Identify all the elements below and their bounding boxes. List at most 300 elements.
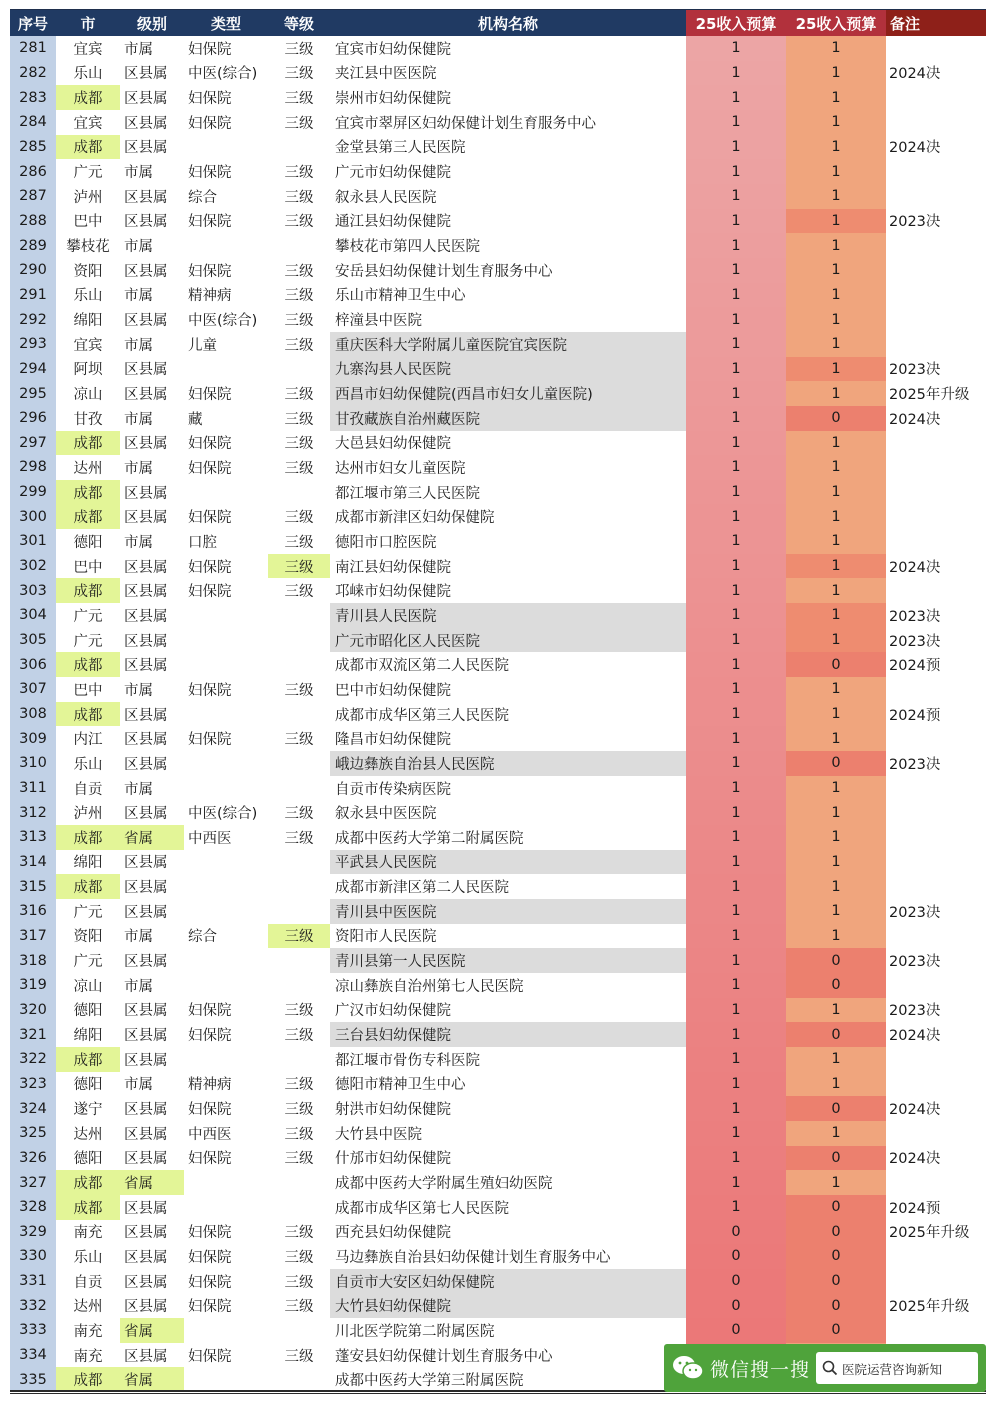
income-budget-2-cell: 1 [786, 381, 886, 406]
row-index: 316 [10, 899, 56, 924]
header-row [10, 10, 986, 36]
table-row [10, 800, 986, 825]
city-cell: 宜宾 [73, 41, 103, 58]
row-index: 323 [10, 1072, 56, 1097]
institution-name-cell: 都江堰市第三人民医院 [335, 485, 480, 502]
row-index: 303 [10, 578, 56, 603]
income-budget-1-cell: 1 [686, 603, 786, 628]
note-cell [886, 874, 986, 899]
type-cell: 中医(综合) [188, 806, 258, 823]
income-budget-1-cell: 1 [686, 504, 786, 529]
row-index: 292 [10, 307, 56, 332]
grade-cell: 三级 [284, 1077, 314, 1094]
note-cell: 2024决 [889, 140, 941, 157]
city-cell: 绵阳 [73, 1028, 103, 1045]
city-cell: 广元 [73, 165, 103, 182]
table-row [10, 874, 986, 899]
row-index: 287 [10, 184, 56, 209]
income-budget-2-cell: 1 [786, 603, 886, 628]
row-index: 330 [10, 1244, 56, 1269]
institution-name-cell: 甘孜藏族自治州藏医院 [330, 406, 686, 431]
row-index: 327 [10, 1170, 56, 1195]
row-index: 311 [10, 776, 56, 801]
city-cell: 德阳 [73, 1077, 103, 1094]
grade-cell: 三级 [284, 682, 314, 699]
institution-name-cell: 青川县中医医院 [330, 899, 686, 924]
city-cell: 成都 [56, 135, 120, 160]
city-cell: 成都 [56, 1195, 120, 1220]
type-cell: 妇保院 [188, 387, 232, 404]
type-cell [184, 899, 268, 924]
institution-name-cell: 叙永县中医医院 [335, 806, 437, 823]
level-cell: 省属 [120, 1367, 184, 1392]
row-index: 328 [10, 1195, 56, 1220]
table-row [10, 85, 986, 110]
institution-name-cell: 都江堰市骨伤专科医院 [335, 1052, 480, 1069]
type-cell: 妇保院 [188, 584, 232, 601]
table-row [10, 677, 986, 702]
city-cell: 自贡 [73, 781, 103, 798]
table-row [10, 554, 986, 579]
row-index: 298 [10, 455, 56, 480]
table-row [10, 36, 986, 61]
income-budget-2-cell: 1 [786, 258, 886, 283]
institution-name-cell: 崇州市妇幼保健院 [335, 91, 451, 108]
level-cell: 区县属 [124, 732, 168, 749]
level-cell: 区县属 [124, 485, 168, 502]
note-cell [886, 258, 986, 283]
income-budget-2-cell: 1 [786, 480, 886, 505]
level-cell: 区县属 [124, 66, 168, 83]
note-cell [886, 85, 986, 110]
table-row [10, 258, 986, 283]
row-index: 320 [10, 998, 56, 1023]
grade-cell [268, 899, 330, 924]
income-budget-2-cell: 1 [786, 283, 886, 308]
table-row [10, 1269, 986, 1294]
grade-cell [268, 776, 330, 801]
level-cell: 区县属 [124, 1126, 168, 1143]
hospital-budget-sheet [10, 10, 986, 1392]
income-budget-1-cell: 1 [686, 628, 786, 653]
city-cell: 达州 [73, 460, 103, 477]
city-cell: 巴中 [73, 214, 103, 231]
level-cell: 区县属 [124, 1225, 168, 1242]
institution-name-cell: 重庆医科大学附属儿童医院宜宾医院 [330, 332, 686, 357]
income-budget-2-cell: 1 [786, 1047, 886, 1072]
income-budget-2-cell: 1 [786, 529, 886, 554]
grade-cell: 三级 [284, 313, 314, 330]
institution-name-cell: 广元市昭化区人民医院 [330, 628, 686, 653]
income-budget-2-cell: 1 [786, 233, 886, 258]
institution-name-cell: 九寨沟县人民医院 [330, 357, 686, 382]
city-cell: 成都 [56, 874, 120, 899]
note-cell: 2023决 [889, 1003, 941, 1020]
note-cell [886, 1269, 986, 1294]
city-cell: 成都 [56, 85, 120, 110]
type-cell: 妇保院 [188, 1028, 232, 1045]
type-cell [184, 603, 268, 628]
institution-name-cell: 通江县妇幼保健院 [335, 214, 451, 231]
income-budget-2-cell: 0 [786, 751, 886, 776]
grade-cell: 三级 [284, 66, 314, 83]
header-income-2: 25收入预算 [786, 10, 886, 36]
level-cell: 区县属 [124, 707, 168, 724]
row-index: 313 [10, 825, 56, 850]
income-budget-1-cell: 1 [686, 652, 786, 677]
type-cell [184, 702, 268, 727]
grade-cell: 三级 [284, 337, 314, 354]
table-row [10, 1220, 986, 1245]
income-budget-2-cell: 0 [786, 973, 886, 998]
income-budget-1-cell: 1 [686, 1121, 786, 1146]
table-row [10, 1146, 986, 1171]
level-cell: 区县属 [124, 1003, 168, 1020]
city-cell: 自贡 [73, 1274, 103, 1291]
type-cell: 妇保院 [188, 510, 232, 527]
city-cell: 成都 [56, 504, 120, 529]
type-cell: 妇保院 [188, 1225, 232, 1242]
row-index: 308 [10, 702, 56, 727]
row-index: 335 [10, 1367, 56, 1392]
row-index: 293 [10, 332, 56, 357]
income-budget-2-cell: 1 [786, 431, 886, 456]
table-row [10, 751, 986, 776]
header-idx: 序号 [10, 10, 56, 36]
level-cell: 区县属 [124, 608, 168, 625]
row-index: 304 [10, 603, 56, 628]
income-budget-1-cell: 1 [686, 899, 786, 924]
income-budget-1-cell: 1 [686, 135, 786, 160]
city-cell: 成都 [56, 1367, 120, 1392]
type-cell: 妇保院 [188, 91, 232, 108]
row-index: 325 [10, 1121, 56, 1146]
level-cell: 省属 [120, 825, 184, 850]
grade-cell: 三级 [284, 1028, 314, 1045]
table-row [10, 357, 986, 382]
institution-name-cell: 什邡市妇幼保健院 [335, 1151, 451, 1168]
grade-cell [268, 1195, 330, 1220]
income-budget-2-cell: 1 [786, 702, 886, 727]
note-cell [886, 578, 986, 603]
note-cell [886, 307, 986, 332]
income-budget-2-cell: 1 [786, 184, 886, 209]
income-budget-1-cell: 1 [686, 431, 786, 456]
type-cell [184, 1367, 268, 1392]
income-budget-1-cell: 1 [686, 850, 786, 875]
row-index: 333 [10, 1318, 56, 1343]
income-budget-2-cell: 1 [786, 85, 886, 110]
note-cell [886, 431, 986, 456]
type-cell [184, 1047, 268, 1072]
city-cell: 成都 [56, 1047, 120, 1072]
institution-name-cell: 宜宾市翠屏区妇幼保健计划生育服务中心 [335, 115, 596, 132]
table-row [10, 702, 986, 727]
row-index: 317 [10, 924, 56, 949]
income-budget-1-cell: 1 [686, 357, 786, 382]
level-cell: 区县属 [124, 263, 168, 280]
income-budget-2-cell: 1 [786, 1121, 886, 1146]
income-budget-1-cell: 1 [686, 1072, 786, 1097]
row-index: 288 [10, 209, 56, 234]
note-cell [886, 1121, 986, 1146]
grade-cell: 三级 [284, 806, 314, 823]
table-row [10, 110, 986, 135]
wechat-search-query: 医院运营咨询新知 [842, 1362, 943, 1377]
institution-name-cell: 夹江县中医医院 [335, 66, 437, 83]
level-cell: 区县属 [124, 1299, 168, 1316]
table-row [10, 233, 986, 258]
level-cell: 区县属 [124, 313, 168, 330]
type-cell [184, 357, 268, 382]
level-cell: 区县属 [124, 633, 168, 650]
income-budget-2-cell: 1 [786, 924, 886, 949]
type-cell: 妇保院 [188, 263, 232, 280]
income-budget-2-cell: 1 [786, 209, 886, 234]
row-index: 297 [10, 431, 56, 456]
income-budget-1-cell: 1 [686, 159, 786, 184]
income-budget-2-cell: 0 [786, 1022, 886, 1047]
income-budget-2-cell: 1 [786, 110, 886, 135]
table-row [10, 529, 986, 554]
institution-name-cell: 南江县妇幼保健院 [335, 559, 451, 576]
income-budget-1-cell: 1 [686, 1170, 786, 1195]
level-cell: 省属 [120, 1170, 184, 1195]
income-budget-1-cell: 1 [686, 480, 786, 505]
grade-cell: 三级 [268, 554, 330, 579]
note-cell: 2025年升级 [889, 1225, 970, 1242]
level-cell: 区县属 [124, 559, 168, 576]
income-budget-1-cell: 0 [686, 1244, 786, 1269]
income-budget-2-cell: 1 [786, 726, 886, 751]
income-budget-1-cell: 0 [686, 1318, 786, 1343]
grade-cell: 三级 [284, 263, 314, 280]
income-budget-1-cell: 1 [686, 61, 786, 86]
header-city: 市 [56, 10, 120, 36]
level-cell: 区县属 [124, 756, 168, 773]
table-row [10, 61, 986, 86]
type-cell: 妇保院 [188, 1249, 232, 1266]
row-index: 300 [10, 504, 56, 529]
level-cell: 市属 [124, 239, 153, 256]
row-index: 285 [10, 135, 56, 160]
level-cell: 区县属 [124, 658, 168, 675]
grade-cell [268, 751, 330, 776]
row-index: 334 [10, 1343, 56, 1368]
table-row [10, 998, 986, 1023]
grade-cell: 三级 [284, 411, 314, 428]
note-cell [886, 504, 986, 529]
header-type: 类型 [184, 10, 268, 36]
institution-name-cell: 成都市新津区第二人民医院 [335, 880, 509, 897]
grade-cell [268, 480, 330, 505]
note-cell [886, 159, 986, 184]
note-cell [886, 455, 986, 480]
note-cell [886, 36, 986, 61]
city-cell: 南充 [73, 1348, 103, 1365]
institution-name-cell: 射洪市妇幼保健院 [335, 1102, 451, 1119]
city-cell: 资阳 [73, 929, 103, 946]
city-cell: 遂宁 [73, 1102, 103, 1119]
grade-cell [268, 948, 330, 973]
institution-name-cell: 宜宾市妇幼保健院 [335, 41, 451, 58]
city-cell: 南充 [73, 1323, 103, 1340]
income-budget-2-cell: 1 [786, 307, 886, 332]
city-cell: 成都 [56, 431, 120, 456]
table-row [10, 431, 986, 456]
grade-cell: 三级 [284, 830, 314, 847]
city-cell: 南充 [73, 1225, 103, 1242]
income-budget-2-cell: 0 [786, 406, 886, 431]
income-budget-1-cell: 1 [686, 751, 786, 776]
grade-cell [268, 1170, 330, 1195]
table-row [10, 455, 986, 480]
note-cell [886, 1318, 986, 1343]
income-budget-1-cell: 1 [686, 1146, 786, 1171]
row-index: 305 [10, 628, 56, 653]
note-cell: 2025年升级 [889, 387, 970, 404]
grade-cell: 三级 [284, 1348, 314, 1365]
note-cell [886, 677, 986, 702]
grade-cell: 三级 [284, 214, 314, 231]
table-row [10, 1072, 986, 1097]
row-index: 302 [10, 554, 56, 579]
level-cell: 区县属 [124, 140, 168, 157]
institution-name-cell: 西充县妇幼保健院 [335, 1225, 451, 1242]
income-budget-1-cell: 1 [686, 307, 786, 332]
city-cell: 成都 [56, 825, 120, 850]
row-index: 281 [10, 36, 56, 61]
income-budget-2-cell: 0 [786, 1220, 886, 1245]
note-cell: 2024预 [889, 658, 941, 675]
city-cell: 甘孜 [73, 411, 103, 428]
type-cell: 藏 [188, 411, 203, 428]
level-cell: 区县属 [124, 1249, 168, 1266]
note-cell [886, 924, 986, 949]
grade-cell [268, 1318, 330, 1343]
note-cell [886, 110, 986, 135]
grade-cell: 三级 [284, 288, 314, 305]
note-cell [886, 825, 986, 850]
table-row [10, 209, 986, 234]
city-cell: 成都 [56, 652, 120, 677]
institution-name-cell: 成都市成华区第七人民医院 [335, 1200, 509, 1217]
row-index: 294 [10, 357, 56, 382]
note-cell [886, 529, 986, 554]
note-cell: 2024预 [889, 1200, 941, 1217]
city-cell: 泸州 [73, 806, 103, 823]
institution-name-cell: 成都中医药大学第三附属医院 [335, 1373, 524, 1390]
level-cell: 区县属 [124, 189, 168, 206]
income-budget-2-cell: 1 [786, 357, 886, 382]
grade-cell [268, 233, 330, 258]
type-cell: 中西医 [188, 830, 232, 847]
grade-cell: 三级 [284, 460, 314, 477]
grade-cell: 三级 [268, 924, 330, 949]
income-budget-1-cell: 1 [686, 874, 786, 899]
table-row [10, 504, 986, 529]
type-cell [184, 1170, 268, 1195]
row-index: 319 [10, 973, 56, 998]
institution-name-cell: 攀枝花市第四人民医院 [335, 239, 480, 256]
grade-cell: 三级 [284, 1126, 314, 1143]
city-cell: 资阳 [73, 263, 103, 280]
type-cell [184, 776, 268, 801]
table-row [10, 184, 986, 209]
institution-name-cell: 成都市双流区第二人民医院 [335, 658, 509, 675]
income-budget-1-cell: 1 [686, 184, 786, 209]
city-cell: 凉山 [73, 387, 103, 404]
type-cell: 妇保院 [188, 165, 232, 182]
row-index: 290 [10, 258, 56, 283]
type-cell [184, 1318, 268, 1343]
row-index: 318 [10, 948, 56, 973]
table-row [10, 850, 986, 875]
level-cell: 省属 [120, 1318, 184, 1343]
grade-cell: 三级 [284, 1003, 314, 1020]
city-cell: 乐山 [73, 756, 103, 773]
level-cell: 区县属 [124, 1052, 168, 1069]
header-name: 机构名称 [330, 10, 686, 36]
grade-cell: 三级 [284, 1274, 314, 1291]
row-index: 299 [10, 480, 56, 505]
institution-name-cell: 叙永县人民医院 [335, 189, 437, 206]
table-row [10, 603, 986, 628]
income-budget-1-cell: 1 [686, 233, 786, 258]
grade-cell: 三级 [284, 534, 314, 551]
table-row [10, 924, 986, 949]
grade-cell: 三级 [284, 1249, 314, 1266]
city-cell: 绵阳 [73, 855, 103, 872]
row-index: 295 [10, 381, 56, 406]
wechat-icon [672, 1354, 704, 1382]
table-row [10, 1170, 986, 1195]
grade-cell [268, 135, 330, 160]
row-index: 306 [10, 652, 56, 677]
institution-name-cell: 安岳县妇幼保健计划生育服务中心 [335, 263, 553, 280]
note-cell [886, 1047, 986, 1072]
income-budget-1-cell: 1 [686, 948, 786, 973]
income-budget-2-cell: 1 [786, 899, 886, 924]
table-row [10, 1244, 986, 1269]
city-cell: 成都 [56, 480, 120, 505]
note-cell: 2023决 [889, 362, 941, 379]
income-budget-2-cell: 1 [786, 36, 886, 61]
table-row [10, 726, 986, 751]
search-icon [822, 1360, 838, 1376]
income-budget-2-cell: 1 [786, 776, 886, 801]
income-budget-2-cell: 1 [786, 1170, 886, 1195]
city-cell: 泸州 [73, 189, 103, 206]
city-cell: 宜宾 [73, 337, 103, 354]
income-budget-1-cell: 0 [686, 1220, 786, 1245]
table-row [10, 480, 986, 505]
table-row [10, 1022, 986, 1047]
city-cell: 广元 [73, 954, 103, 971]
row-index: 309 [10, 726, 56, 751]
income-budget-1-cell: 1 [686, 381, 786, 406]
income-budget-1-cell: 1 [686, 1047, 786, 1072]
institution-name-cell: 自贡市传染病医院 [335, 781, 451, 798]
type-cell: 精神病 [188, 1077, 232, 1094]
grade-cell [268, 850, 330, 875]
level-cell: 市属 [124, 411, 153, 428]
table-row [10, 628, 986, 653]
institution-name-cell: 梓潼县中医院 [335, 313, 422, 330]
city-cell: 成都 [56, 1170, 120, 1195]
level-cell: 区县属 [124, 387, 168, 404]
level-cell: 市属 [124, 41, 153, 58]
